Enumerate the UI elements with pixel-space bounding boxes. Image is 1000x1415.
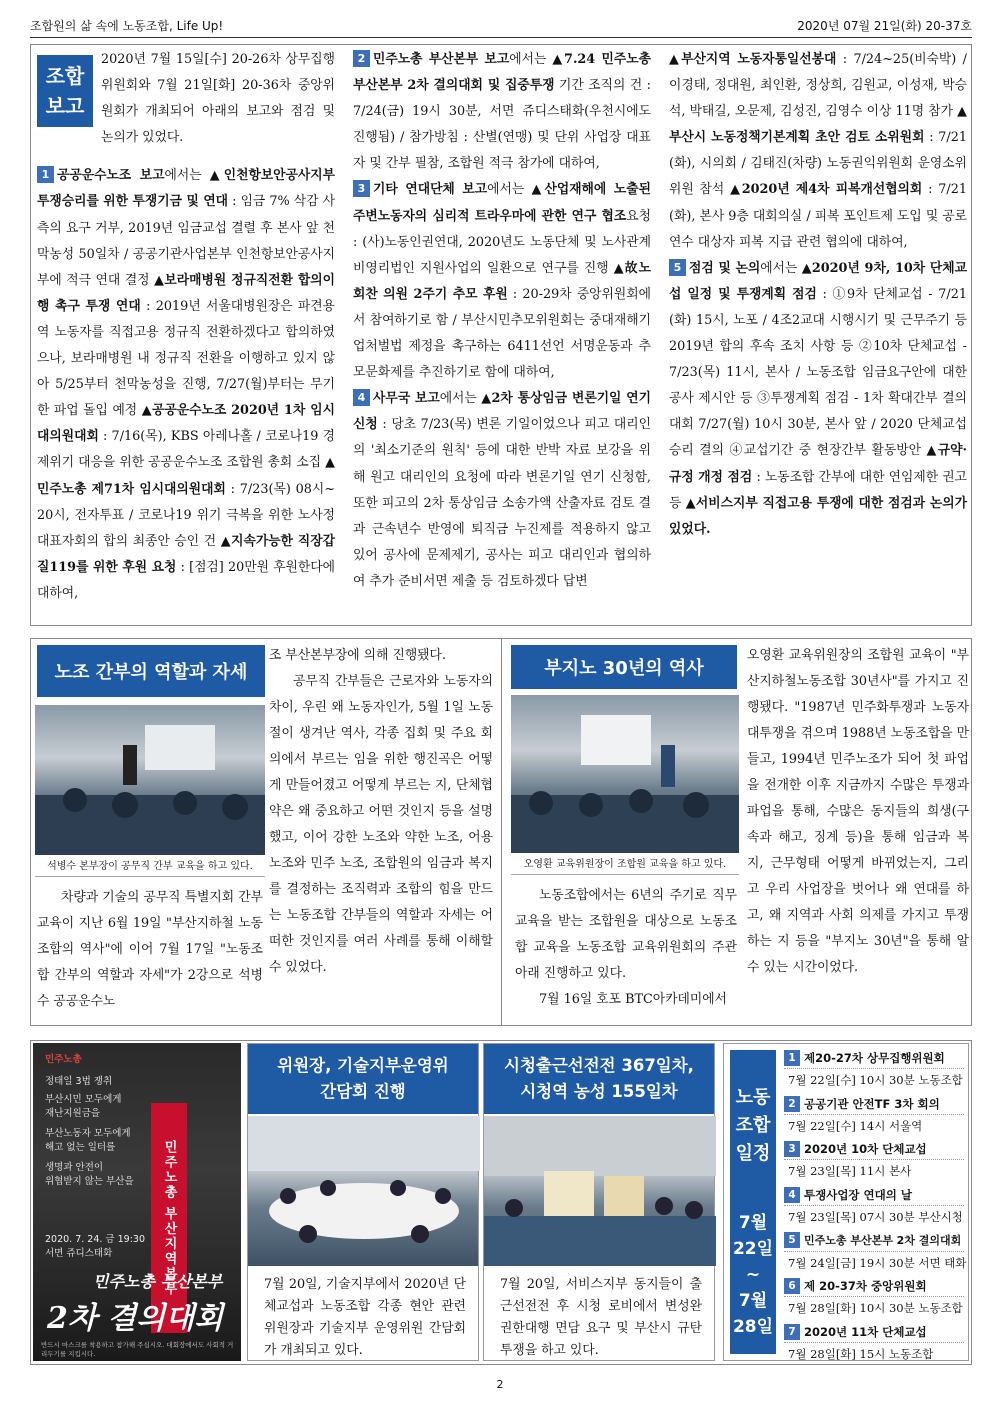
number-icon: 1 [37,166,54,183]
poster-logo: 민주노총 [45,1054,82,1065]
union-report-section [30,44,972,626]
poster-footer: 반드시 마스크를 착용하고 참가해 주십시오. 대회장에서도 사회적 거리두기를 지킵시다. [41,1341,234,1358]
column-divider [501,639,502,1025]
article1-caption: 석병수 본부장이 공무직 간부 교육을 하고 있다. [35,857,265,877]
header-issue-date: 2020년 07월 21일(화) 20-37호 [797,19,972,33]
lecture-photo-icon [35,705,265,855]
poster-title1: 민주노총 부산본부 [93,1272,223,1291]
schedule-item: 2 공공기관 안전TF 3차 회의 7월 22일[수] 14시 서울역 [784,1094,964,1140]
article1-title: 노조 간부의 역할과 자세 [37,645,265,697]
number-icon: 2 [784,1096,800,1112]
schedule-item: 3 2020년 10차 단체교섭 7월 23일[목] 11시 본사 [784,1139,964,1185]
article3-box [247,1043,479,1361]
article2-photo [511,695,739,853]
number-icon: 7 [784,1324,800,1340]
schedule-item: 6 제 20-37차 중앙위원회 7월 28일[화] 10시 30분 노동조합 [784,1276,964,1322]
number-icon: 4 [784,1187,800,1203]
report-intro: 2020년 7월 15일[수] 20-26차 상무집행위원회와 7월 21일[화] 20-36차 중앙위원회가 개최되어 아래의 보고와 점검 및 논의가 있었다. [101,52,335,146]
report-item-4: 4 사무국 보고에서는 ▲2차 통상임금 변론기일 연기 신청 : 당초 7/23(목) 변론 기일이었으나 피고 대리인의 '최소기준의 원칙' 등에 대한 반박 자료 보강을 위해 원고 대리인의 요청에 따라 변론기일 연기 신청함, 또한 피고의 2차 통상임금 소송가액 산출자료 검토 결과 근속년수 반영에 퇴직금 누진제를 적용하지 않고 있어 공사에 문제제기, 공사는 피고 대리인과 협의하여 추가 준비서면 제출 등 검토하겠다 답변 [353,391,652,589]
article3-caption: 7월 20일, 기술지부에서 2020년 단체교섭과 노동조합 각종 현안 관련 위원장과 기술지부 운영위원 간담회가 개최되고 있다. [264,1277,466,1358]
education-articles-section [30,638,972,1026]
article1-right-column: 조 부산본부장에 의해 진행됐다. 공무직 간부들은 근로자와 노동자의 차이, 우린 왜 노동자인가, 5월 1일 노동절이 생겨난 역사, 각종 집회 및 주요 회의에서 부르는 임을 위한 행진곡은 어떻게 만들어졌고 어떻게 부르는 지, 단체협약은 왜 중요하고 어떤 것인지 등을 설명했고, 이어 강한 노조와 약한 노조, 어용 노조와 민주 노조, 조합원의 임금과 복지를 결정하는 조직력과 조합의 힘을 만드는 노동조합 간부들의 역할과 자세는 어떠한 것인지를 여러 사례를 통해 이해할 수 있었다. [269,648,493,975]
poster-title2: 2차 결의대회 [47,1301,224,1336]
schedule-item: 4 투쟁사업장 연대의 날 7월 23일[목] 07시 30분 부산시청 [784,1185,964,1231]
report-column-3 [669,47,967,543]
article1-photo [35,705,265,855]
report-column-2 [353,47,651,595]
article2-caption: 오영환 교육위원장이 조합원 교육을 하고 있다. [511,855,739,875]
protest-photo-icon [484,1116,716,1266]
number-icon: 3 [784,1141,800,1157]
article3-photo [248,1116,478,1266]
schedule-sidebar: 노동 조합 일정 7월 22일 ~ 7월 28일 [730,1050,776,1354]
number-icon: 3 [353,180,370,197]
poster-date: 2020. 7. 24. 금 19:30 [45,1234,146,1245]
union-schedule [723,1043,969,1361]
meeting-photo-icon [248,1116,480,1266]
report-item-4-cont: ▲부산지역 노동자통일선봉대 : 7/24~25(비숙박) / 이경태, 정대원, 최인환, 정상희, 김원교, 이성재, 박승석, 박태길, 오문제, 김성진, 김영수 이상 11명 참가 ▲부산시 노동정책기본계획 초안 검토 소위원회 : 7/21(화), 시의회 / 김태진(차량) 노동권익위원회 운영소위 위원 참석 ▲2020년 제4차 피복개선협의회 : 7/21(화), 본사 9층 대회의실 / 피복 포인트제 도입 및 공로연수 대상자 피복 지급 관련 협의에 대하여, [669,52,968,250]
article3-title: 위원장, 기술지부운영위 간담회 진행 [248,1044,478,1114]
bottom-section [30,1040,972,1365]
number-icon: 6 [784,1278,800,1294]
article2-left-column: 노동조합에서는 6년의 주기로 직무교육을 받는 조합원을 대상으로 노동조합 교육을 노동조합 교육위원회의 주관 아래 진행하고 있다. 7월 16일 호포 BTC아카데미에서 [515,888,737,1007]
header-slogan: 조합원의 삶 속에 노동조합, Life Up! [30,19,224,33]
lecture-photo-icon [511,695,739,853]
number-icon: 5 [784,1232,800,1248]
schedule-item: 5 민주노총 부산본부 2차 결의대회 7월 24일[금] 19시 30분 서면 태화 [784,1231,964,1277]
rally-poster: 민주노총 정태일 3법 쟁취 부산시민 모두에게 재난지원금을 부산노동자 모두에게 해고 없는 일터를 생명과 안전이 위협받지 않는 부산을 민주노총 부산지역본부 2020. 7. 24. 금 19:30 서면 쥬디스태화 민주노총 부산본부 2차 결의대회 반드시 마스크를 착용하고 참가해 주십시오. 대회장에서도 사회적 거리두기를 지킵시다. [33,1043,241,1361]
schedule-item: 1 제20-27차 상무집행위원회 7월 22일[수] 10시 30분 노동조합 [784,1048,964,1094]
poster-headband: 민주노총 부산지역본부 [151,1103,187,1333]
report-item-5: 5 점검 및 논의에서는 ▲2020년 9차, 10차 단체교섭 일정 및 투쟁계획 점검 : ①9차 단체교섭 - 7/21(화) 15시, 노포 / 4조2교대 시행시기 및 근무주기 등 2019년 합의 후속 조치 사항 등 ②10차 단체교섭 - 7/23(목) 11시, 본사 / 노동조합 임금요구안에 대한 공사 제시안 등 ③투쟁계획 점검 - 1차 확대간부 결의대회 7/27(월) 10시 30분, 본사 앞 / 2020 단체교섭 승리 결의 ④교섭기간 중 현장간부 활동방안 ▲규약·규정 개정 점검 : 노동조합 간부에 대한 연임제한 권고 등 ▲서비스지부 직접고용 투쟁에 대한 점검과 논의가 있었다. [669,260,967,537]
page-header [30,16,972,38]
article4-title: 시청출근선전전 367일차, 시청역 농성 155일차 [484,1044,714,1114]
report-badge: 조합 보고 [37,55,93,127]
article2-title: 부지노 30년의 역사 [511,645,737,689]
schedule-item: 7 2020년 11차 단체교섭 7월 28일[화] 15시 노동조합 [784,1322,964,1368]
report-item-3: 3 기타 연대단체 보고에서는 ▲산업재해에 노출된 주변노동자의 심리적 트라우마에 관한 연구 협조요청 : (사)노동인권연대, 2020년도 노동단체 및 노사관계 비영리법인 지원사업의 일환으로 연구를 진행 ▲故노회찬 의원 2주기 추모 후원 : 20-29차 중앙위원회에서 참여하기로 함 / 부산시민추모위원회는 중대재해기업처벌법 제정을 촉구하는 6411선언 서명운동과 추모문화제를 추진하기로 함에 대하여, [353,182,651,381]
report-item-2: 2 민주노총 부산본부 보고에서는 ▲7.24 민주노총부산본부 2차 결의대회 및 집중투쟁 기간 조직의 건 : 7/24(금) 19시 30분, 서면 쥬디스태화(우천시에도 진행됨) / 참가방침 : 산별(연맹) 및 단위 사업장 대표자 및 간부 필참, 조합원 적극 참가에 대하여, [353,52,651,172]
page-number: 2 [496,1378,504,1391]
article2-right-column: 오영환 교육위원장의 조합원 교육이 "부산지하철노동조합 30년사"를 가지고 진행됐다. "1987년 민주화투쟁과 노동자대투쟁을 겪으며 1988년 노동조합을 만들고, 1994년 민주노조가 되어 첫 파업을 전개한 이후 지금까지 수많은 투쟁과 파업을 통해, 수많은 동지들의 희생(구속과 해고, 징계 등)을 통해 임금과 복지, 근무형태 어떻게 바뀌었는지, 그리고 우리 사업장을 벗어나 왜 연대를 하고, 왜 지역과 사회 의제를 가지고 투쟁하는 지 등을 "부지노 30년"을 통해 알 수 있는 시간이었다. [747,648,969,975]
article4-box [483,1043,715,1361]
number-icon: 1 [784,1050,800,1066]
number-icon: 5 [669,259,686,276]
schedule-date-range: 7월 22일 ~ 7월 28일 [732,1213,774,1337]
article1-para1: 차량과 기술의 공무직 특별지회 간부 교육이 지난 6월 19일 "부산지하철 노동조합의 역사"에 이어 7월 17일 "노동조합 간부의 역할과 자세"가 2강으로 석병수 공공운수노 [37,890,263,1009]
number-icon: 4 [353,389,370,406]
poster-place: 서면 쥬디스태화 [45,1248,113,1259]
article4-caption: 7월 20일, 서비스지부 동지들이 출근선전전 후 시청 로비에서 변성완 권한대행 면담 요구 및 부산시 규탄 투쟁을 하고 있다. [500,1277,702,1358]
report-column-1 [37,47,335,607]
report-item-1: 1 공공운수노조 보고에서는 ▲인천항보안공사지부 투쟁승리를 위한 투쟁기금 및 연대 : 임금 7% 삭감 사측의 요구 거부, 2019년 임금교섭 결렬 후 본사 앞 천막농성 50일차 / 공공기관사업본부 인천항보안공사지부에 적극 연대 결정 ▲보라매병원 정규직전환 합의이행 촉구 투쟁 연대 : 2019년 서울대병원장은 파견용역 노동자를 직접고용 정규직 전환하겠다고 합의하였으나, 보라매병원 내 정규직 전환을 이행하고 있지 않아 5/25부터 천막농성을 진행, 7/27(월)부터는 무기한 파업 돌입 예정 ▲공공운수노조 2020년 1차 임시대의원대회 : 7/16(목), KBS 아레나홀 / 코로나19 경제위기 대응을 위한 공공운수노조 조합원 총회 소집 ▲민주노총 제71차 임시대의원대회 : 7/23(목) 08시~20시, 전자투표 / 코로나19 위기 극복을 위한 노사정대표자회의 합의 최종안 승인 건 ▲지속가능한 직장갑질119를 위한 후원 요청 : [점검] 20만원 후원한다에 대하여, [37,168,336,601]
number-icon: 2 [353,50,370,67]
schedule-list [784,1048,967,1368]
article4-photo [484,1116,714,1266]
